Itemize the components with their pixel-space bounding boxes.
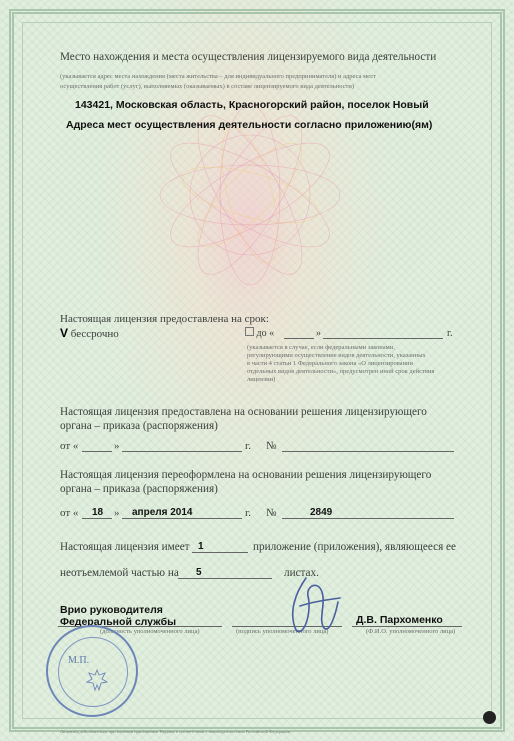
basis-line-1: Настоящая лицензия предоставлена на основании решения лицензирующего [60, 406, 427, 418]
signer-position-2: Федеральной службы [60, 616, 177, 628]
sheets-prefix: неотъемлемой частью на [60, 567, 179, 579]
until-checkbox [245, 327, 254, 336]
term-note-5: лицензии) [247, 376, 276, 383]
appendix-prefix: Настоящая лицензия имеет [60, 541, 190, 553]
sheets-suffix: листах. [284, 567, 319, 579]
reissue-day: 18 [92, 507, 104, 518]
signature-caption: (подпись уполномоченного лица) [236, 628, 329, 635]
basis-line-2: органа – приказа (распоряжения) [60, 420, 218, 432]
reissue-number-sign: № [266, 507, 277, 519]
location-heading: Место нахождения и места осуществления лицензируемого вида деятельности [60, 51, 437, 63]
until-day-line [284, 338, 314, 339]
term-heading: Настоящая лицензия предоставлена на срок: [60, 313, 269, 325]
term-note-4: отдельных видов деятельности», предусмотрен иной срок действия [247, 368, 435, 375]
handwritten-signature [278, 572, 348, 642]
position-caption: (должность уполномоченного лица) [100, 628, 200, 635]
reissue-number: 2849 [310, 507, 333, 518]
term-indefinite-row [60, 326, 119, 341]
basis-from: от « [60, 440, 79, 452]
signer-name: Д.В. Пархоменко [356, 614, 443, 626]
appendix-suffix: приложение (приложения), являющееся ее [253, 541, 456, 553]
punch-hole [483, 711, 496, 724]
eagle-emblem-icon [84, 667, 110, 693]
license-address: 143421, Московская область, Красногорский район, поселок Новый [75, 99, 429, 111]
indefinite-checkmark: V [60, 326, 69, 340]
stamp-mark: М.П. [68, 655, 90, 666]
term-indefinite-label: бессрочно [70, 328, 119, 340]
reissue-line-1: Настоящая лицензия переоформлена на основании решения лицензирующего [60, 469, 432, 481]
reissue-year-suffix: г. [245, 507, 252, 519]
reissue-month-year: апреля 2014 [132, 507, 193, 518]
until-date-line [323, 338, 443, 339]
basis-number-line [282, 451, 454, 452]
sheets-count: 5 [196, 567, 202, 578]
reissue-from: от « [60, 507, 79, 519]
signer-position-1: Врио руководителя [60, 604, 163, 616]
reissue-line-2: органа – приказа (распоряжения) [60, 483, 218, 495]
location-note-1: (указывается адрес места нахождения (места жительства – для индивидуального предпринимателя) и адреса мест [60, 73, 376, 80]
name-line [352, 626, 462, 627]
sheets-count-line [178, 578, 272, 579]
name-caption: (Ф.И.О. уполномоченного лица) [366, 628, 456, 635]
footer-text: Лицензия действительна при наличии приложения. Выдана в соответствии с законодательством Российской Федерации [60, 729, 291, 734]
basis-year-suffix: г. [245, 440, 252, 452]
official-seal [46, 625, 138, 717]
term-note-2: регулирующими осуществление видов деятельности, указанных [247, 352, 426, 359]
basis-quote-close: » [114, 440, 120, 452]
reissue-number-line [282, 518, 454, 519]
term-note-1: (указывается в случае, если федеральными законами, [247, 344, 395, 351]
reissue-quote-close: » [114, 507, 120, 519]
location-note-2: осуществления работ (услуг), выполняемых (оказываемых) в составе лицензируемого вида деятельности) [60, 83, 354, 90]
basis-number-sign: № [266, 440, 277, 452]
until-quote-close: » [316, 328, 321, 339]
term-note-3: в части 4 статьи 1 Федерального закона «О лицензировании [247, 360, 413, 367]
until-label: до « [256, 328, 275, 339]
appendix-count: 1 [198, 541, 204, 552]
basis-date-line [122, 451, 242, 452]
term-until-row [245, 327, 274, 341]
until-year-suffix: г. [447, 328, 453, 339]
basis-day-line [82, 451, 112, 452]
appendix-reference: Адреса мест осуществления деятельности согласно приложению(ям) [66, 119, 433, 131]
